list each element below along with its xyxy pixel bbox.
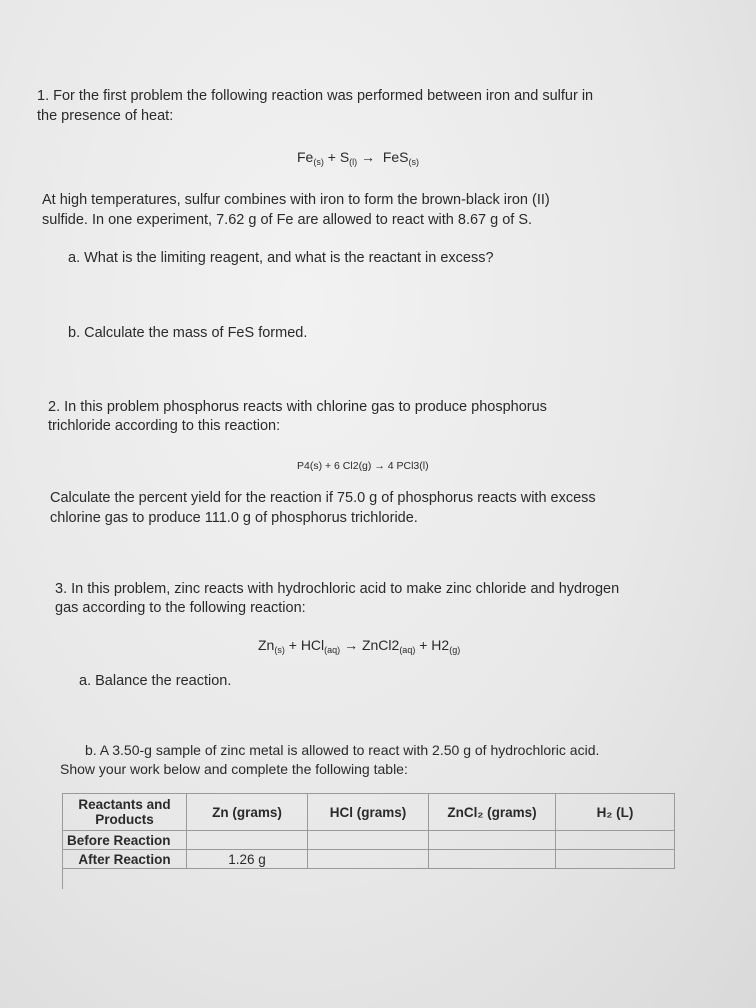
p3-equation: $Zn_{(s)} + HCl_{(aq)}$ → $ZnCl2_{(aq)} + H2_{(g)}$ bbox=[258, 637, 461, 655]
p2-intro-line2: trichloride according to this reaction: bbox=[48, 418, 281, 434]
cell-after-hcl[interactable] bbox=[308, 850, 429, 869]
p1-question-a: a. What is the limiting reagent, and what is the reactant in excess? bbox=[68, 250, 494, 266]
p2-text-line1: Calculate the percent yield for the reaction if 75.0 g of phosphorus reacts with excess bbox=[50, 490, 596, 506]
p1-intro-line2: the presence of heat: bbox=[37, 108, 174, 124]
p2-text-line2: chlorine gas to produce 111.0 g of phosphorus trichloride. bbox=[50, 510, 418, 526]
cell-before-hcl[interactable] bbox=[308, 831, 429, 850]
cell-before-zncl2[interactable] bbox=[429, 831, 556, 850]
p1-text-line2: sulfide. In one experiment, 7.62 g of Fe are allowed to react with 8.67 g of S. bbox=[42, 212, 533, 228]
table-header-row bbox=[63, 794, 675, 831]
row-label-after: After Reaction bbox=[63, 850, 187, 869]
p3-question-a: a. Balance the reaction. bbox=[79, 673, 232, 689]
p2-intro-line1: 2. In this problem phosphorus reacts with chlorine gas to produce phosphorus bbox=[48, 399, 547, 415]
cell-before-zn[interactable] bbox=[187, 831, 308, 850]
header-reactants-products: Reactants and Products bbox=[63, 794, 187, 831]
cell-after-zn[interactable]: 1.26 g bbox=[187, 850, 308, 869]
p1-text-line1: At high temperatures, sulfur combines with iron to form the brown-black iron (II) bbox=[42, 192, 550, 208]
table-left-border-extension bbox=[62, 867, 63, 889]
table-row bbox=[63, 831, 675, 850]
p1-equation: $Fe_{(s)} + S_{(l)} \to FeS_{(s)}$ bbox=[297, 149, 420, 167]
header-zn-grams: Zn (grams) bbox=[187, 794, 308, 831]
reaction-table bbox=[62, 793, 675, 869]
cell-after-zncl2[interactable] bbox=[429, 850, 556, 869]
p3-intro-line2: gas according to the following reaction: bbox=[55, 600, 306, 616]
p3-intro-line1: 3. In this problem, zinc reacts with hydrochloric acid to make zinc chloride and hydrogen bbox=[55, 581, 620, 597]
p3-question-b-line1: b. A 3.50-g sample of zinc metal is allowed to react with 2.50 g of hydrochloric acid. bbox=[85, 742, 600, 758]
header-hcl-grams: HCl (grams) bbox=[308, 794, 429, 831]
table-row bbox=[63, 850, 675, 869]
cell-before-h2[interactable] bbox=[556, 831, 675, 850]
p3-question-b-line2: Show your work below and complete the following table: bbox=[60, 761, 408, 777]
header-zncl2-grams: ZnCl₂ (grams) bbox=[429, 794, 556, 831]
header-h2-liters: H₂ (L) bbox=[556, 794, 675, 831]
p2-equation: P4(s) + 6 Cl2(g) → 4 PCl3(l) bbox=[297, 460, 429, 472]
cell-after-h2[interactable] bbox=[556, 850, 675, 869]
p1-intro-line1: 1. For the first problem the following reaction was performed between iron and sulfur in bbox=[37, 88, 594, 104]
row-label-before: Before Reaction bbox=[63, 831, 187, 850]
p1-question-b: b. Calculate the mass of FeS formed. bbox=[68, 325, 308, 341]
